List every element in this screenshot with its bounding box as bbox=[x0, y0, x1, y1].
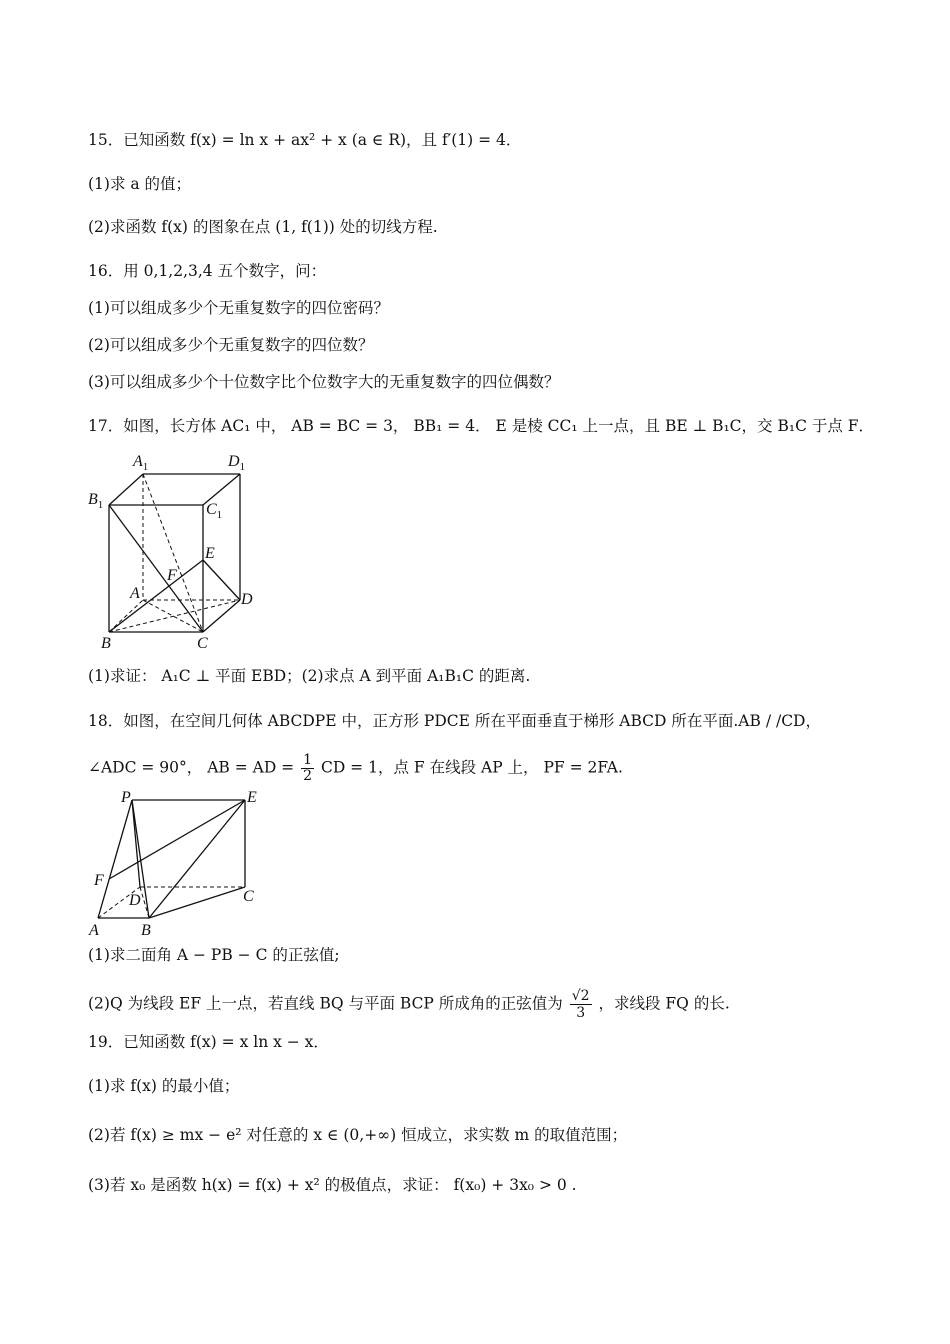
q19-part3: (3)若 x₀ 是函数 h(x) = f(x) + x² 的极值点，求证： f(x₀) + 3x₀ > 0 . bbox=[88, 1176, 577, 1194]
label-E18: E bbox=[247, 789, 257, 806]
label-B18: B bbox=[141, 922, 151, 939]
label-C1: $C_1$ bbox=[206, 501, 223, 521]
q16-part2: (2)可以组成多少个无重复数字的四位数？ bbox=[88, 336, 374, 354]
q15-part2: (2)求函数 f(x) 的图象在点 (1, f(1)) 处的切线方程. bbox=[88, 218, 438, 236]
q19-part1: (1)求 f(x) 的最小值； bbox=[88, 1077, 240, 1095]
label-D1: $D_1$ bbox=[228, 453, 246, 473]
q17-stem: 17．如图，长方体 AC₁ 中， AB = BC = 3， BB₁ = 4． E 是棱 CC₁ 上一点，且 BE ⊥ B₁C，交 B₁C 于点 F． bbox=[88, 417, 875, 435]
q19-stem: 19．已知函数 f(x) = x ln x − x． bbox=[88, 1033, 329, 1051]
q18-part2-frac-num: √2 bbox=[571, 988, 590, 1004]
label-A1-sub: 1 bbox=[142, 461, 149, 473]
label-A18: A bbox=[89, 922, 99, 939]
label-A: A bbox=[130, 585, 140, 602]
q16-part1: (1)可以组成多少个无重复数字的四位密码？ bbox=[88, 299, 389, 317]
q18-solid-figure bbox=[85, 785, 265, 940]
label-P: P bbox=[121, 789, 131, 806]
q18-stem-line2-a: ∠ADC = 90°， AB = AD = bbox=[88, 758, 295, 777]
label-E: E bbox=[205, 545, 215, 562]
q18-part2 bbox=[88, 988, 730, 1021]
q18-stem-line2 bbox=[88, 753, 623, 784]
label-B1-sub: 1 bbox=[97, 499, 104, 511]
label-A1: $A_1$ bbox=[133, 453, 149, 473]
label-D: D bbox=[241, 591, 253, 608]
q16-stem: 16．用 0,1,2,3,4 五个数字，问： bbox=[88, 262, 327, 280]
q18-part2-fraction bbox=[570, 988, 592, 1021]
q19-part2: (2)若 f(x) ≥ mx − e² 对任意的 x ∈ (0,+∞) 恒成立，求实数 m 的取值范围； bbox=[88, 1126, 628, 1144]
label-B1: $B_1$ bbox=[88, 491, 104, 511]
q18-part2-b: ，求线段 FQ 的长. bbox=[598, 994, 730, 1013]
q17-parts: (1)求证： A₁C ⊥ 平面 EBD；(2)求点 A 到平面 A₁B₁C 的距离. bbox=[88, 667, 531, 685]
q15-stem: 15．已知函数 f(x) = ln x + ax² + x (a ∈ R)，且 f′(1) = 4． bbox=[88, 131, 522, 149]
label-C: C bbox=[197, 635, 208, 652]
q18-part2-frac-den: 3 bbox=[576, 1005, 586, 1021]
label-F: F bbox=[167, 567, 177, 584]
q18-frac-num: 1 bbox=[303, 752, 313, 768]
label-B: B bbox=[101, 635, 111, 652]
label-D1-sub: 1 bbox=[239, 461, 246, 473]
q17-cuboid-figure bbox=[85, 450, 265, 655]
label-C1-sub: 1 bbox=[216, 509, 223, 521]
label-D18: D bbox=[129, 892, 141, 909]
q16-part3: (3)可以组成多少个十位数字比个位数字大的无重复数字的四位偶数？ bbox=[88, 373, 560, 391]
label-F18: F bbox=[94, 872, 104, 889]
q18-frac-den: 2 bbox=[303, 768, 313, 784]
q18-fraction bbox=[301, 753, 314, 784]
q15-part1: (1)求 a 的值； bbox=[88, 175, 192, 193]
q18-part2-a: (2)Q 为线段 EF 上一点，若直线 BQ 与平面 BCP 所成角的正弦值为 bbox=[88, 994, 563, 1013]
q18-stem-line1: 18．如图，在空间几何体 ABCDPE 中，正方形 PDCE 所在平面垂直于梯形 ABCD 所在平面.AB / /CD， bbox=[88, 712, 821, 730]
q18-stem-line2-b: CD = 1，点 F 在线段 AP 上， PF = 2FA. bbox=[320, 758, 623, 777]
q18-part1: (1)求二面角 A − PB − C 的正弦值; bbox=[88, 946, 340, 964]
label-C18: C bbox=[243, 888, 254, 905]
